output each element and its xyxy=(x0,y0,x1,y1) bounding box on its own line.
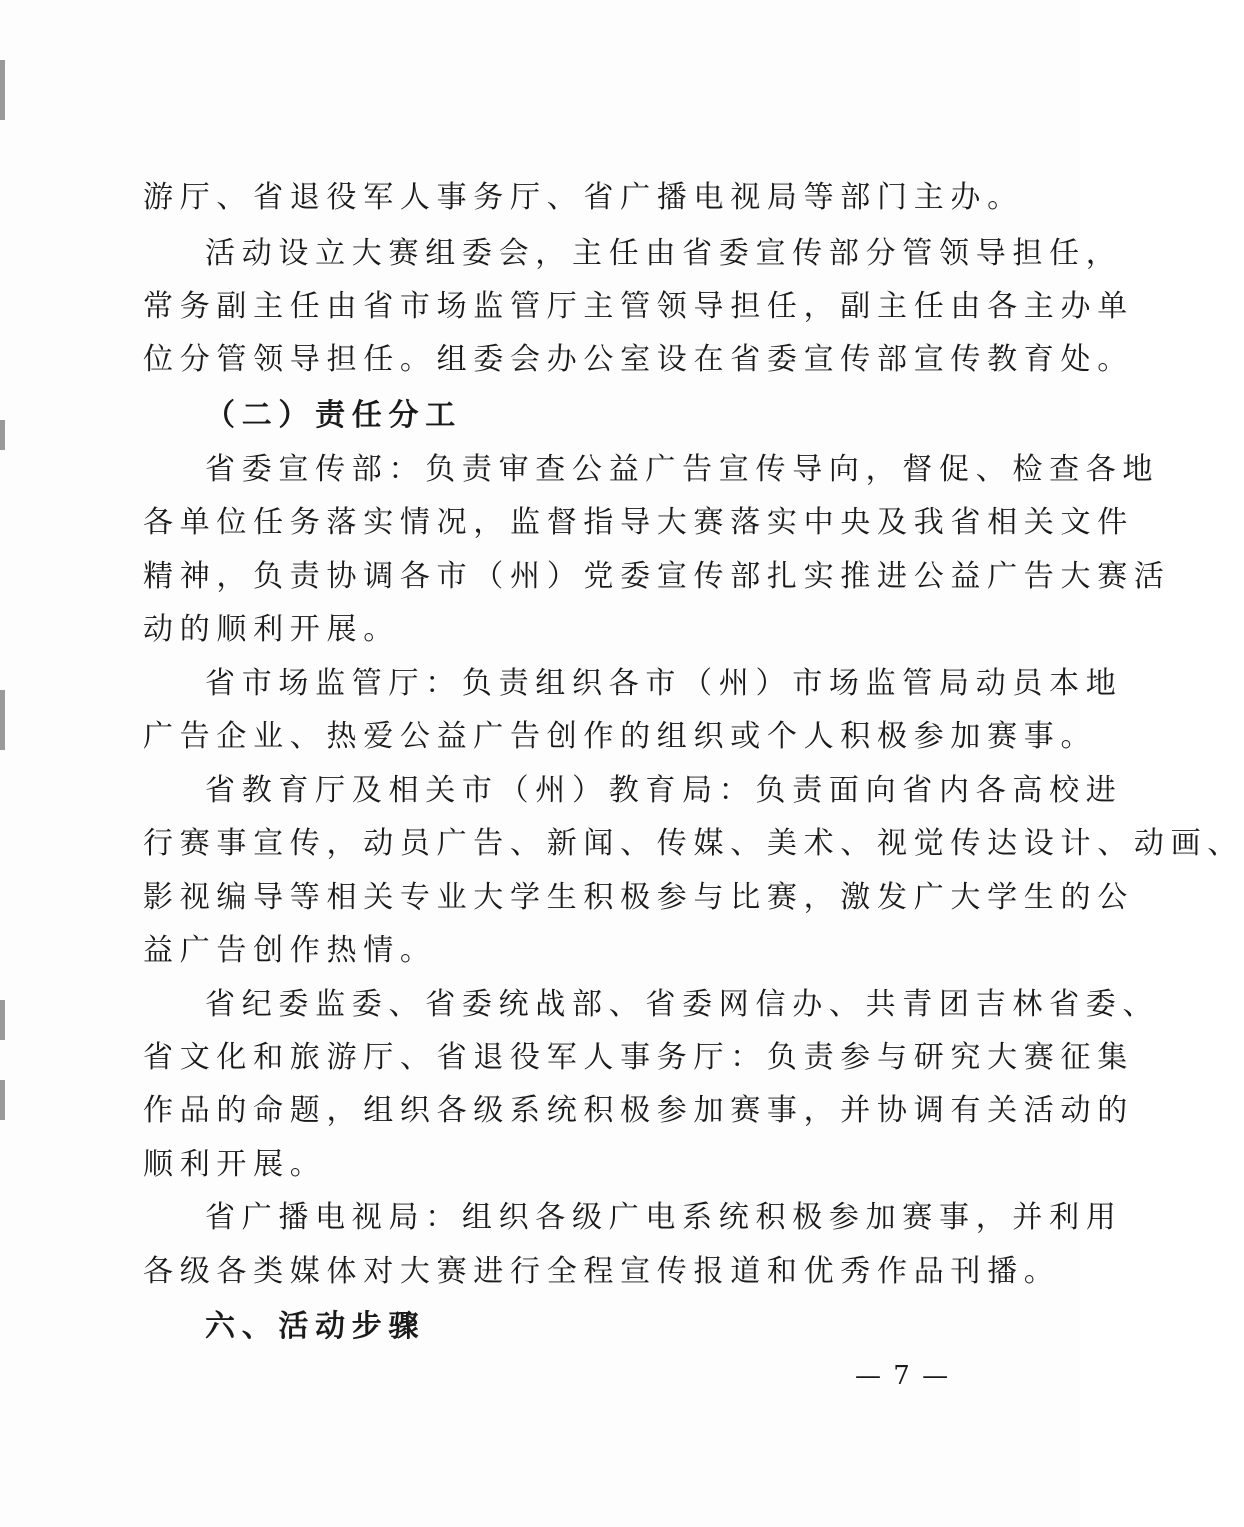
text-line: 活动设立大赛组委会，主任由省委宣传部分管领导担任， xyxy=(205,236,1123,271)
text-line: 省广播电视局：组织各级广电系统积极参加赛事，并利用 xyxy=(205,1200,1123,1235)
text-line: 行赛事宣传，动员广告、新闻、传媒、美术、视觉传达设计、动画、 xyxy=(143,826,1244,861)
text-line: 省文化和旅游厅、省退役军人事务厅：负责参与研究大赛征集 xyxy=(143,1040,1134,1075)
scan-edge-mark xyxy=(0,60,5,120)
scan-edge-mark xyxy=(0,690,5,750)
text-line: 省教育厅及相关市（州）教育局：负责面向省内各高校进 xyxy=(205,773,1123,808)
page-number: — 7 — xyxy=(855,1361,951,1391)
text-line: 游厅、省退役军人事务厅、省广播电视局等部门主办。 xyxy=(143,180,1024,215)
text-line: 各单位任务落实情况，监督指导大赛落实中央及我省相关文件 xyxy=(143,505,1134,540)
text-line: 影视编导等相关专业大学生积极参与比赛，激发广大学生的公 xyxy=(143,880,1134,915)
text-line: 顺利开展。 xyxy=(143,1147,327,1182)
scan-edge-mark xyxy=(0,1080,5,1120)
text-line: 省委宣传部：负责审查公益广告宣传导向，督促、检查各地 xyxy=(205,452,1160,487)
text-line: 作品的命题，组织各级系统积极参加赛事，并协调有关活动的 xyxy=(143,1093,1134,1128)
text-line: 动的顺利开展。 xyxy=(143,612,400,647)
text-line: 省市场监管厅：负责组织各市（州）市场监管局动员本地 xyxy=(205,666,1123,701)
text-line: 常务副主任由省市场监管厅主管领导担任，副主任由各主办单 xyxy=(143,289,1134,324)
text-line: 广告企业、热爱公益广告创作的组织或个人积极参加赛事。 xyxy=(143,719,1098,754)
text-line: 各级各类媒体对大赛进行全程宣传报道和优秀作品刊播。 xyxy=(143,1254,1061,1289)
text-line: 精神，负责协调各市（州）党委宣传部扎实推进公益广告大赛活 xyxy=(143,559,1171,594)
text-line: 省纪委监委、省委统战部、省委网信办、共青团吉林省委、 xyxy=(205,987,1160,1022)
section-heading: （二）责任分工 xyxy=(205,398,462,433)
text-line: 益广告创作热情。 xyxy=(143,933,437,968)
scan-edge-mark xyxy=(0,420,5,450)
section-heading: 六、活动步骤 xyxy=(205,1309,426,1344)
text-line: 位分管领导担任。组委会办公室设在省委宣传部宣传教育处。 xyxy=(143,342,1134,377)
scan-edge-mark xyxy=(0,1000,5,1040)
